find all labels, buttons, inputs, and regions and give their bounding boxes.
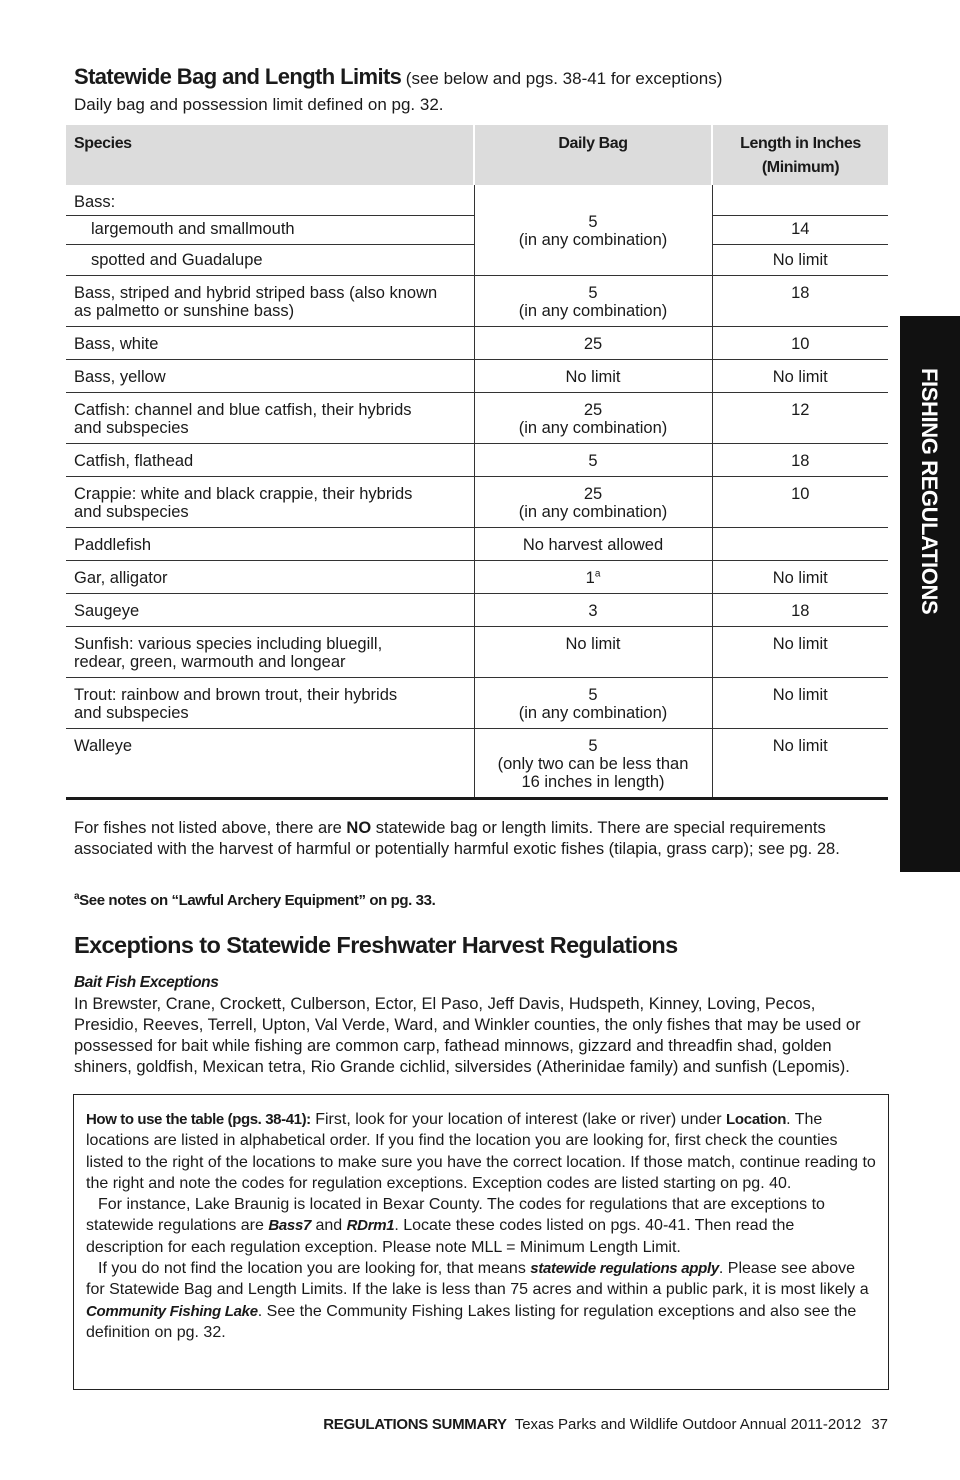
howto-lead: How to use the table (pgs. 38-41): — [86, 1111, 311, 1128]
col-header-daily-bag: Daily Bag — [474, 125, 712, 185]
table-row — [66, 627, 888, 678]
exceptions-title: Exceptions to Statewide Freshwater Harvest Regulations — [74, 932, 678, 958]
section-title-note: (see below and pgs. 38-41 for exceptions) — [405, 69, 723, 88]
page-number: 37 — [871, 1416, 888, 1433]
daily-bag-line — [475, 503, 712, 521]
daily-bag-cell — [474, 729, 712, 799]
section-side-tab — [900, 316, 960, 872]
table-row — [66, 594, 888, 627]
species-cell — [66, 444, 474, 477]
daily-bag-line — [475, 302, 712, 320]
species-line: Bass, yellow — [74, 368, 166, 386]
daily-bag-line: 5 — [588, 213, 598, 231]
species-line: Crappie: white and black crappie, their hybrids — [74, 485, 413, 503]
species-cell — [66, 393, 474, 444]
howto-text: . Locate these codes listed on pgs. 40-41. Then read the description for each regulation exception. Please note MLL = Minimum Length Limit. — [86, 1217, 795, 1256]
daily-bag-cell — [474, 360, 712, 393]
daily-bag-cell — [474, 327, 712, 360]
species-cell — [66, 477, 474, 528]
species-cell — [66, 528, 474, 561]
howto-emphasis: statewide regulations apply — [530, 1260, 719, 1278]
footnote-marker: a — [74, 891, 80, 902]
howto-text: and — [311, 1217, 347, 1235]
note-emphasis: NO — [346, 819, 372, 837]
side-tab-label: FISHING REGULATIONS — [917, 368, 942, 615]
section-subline: Daily bag and possession limit defined on pg. 32. — [74, 95, 444, 114]
length-cell — [712, 193, 888, 216]
length-cell: 10 — [712, 477, 888, 528]
length-cell: No limit — [712, 627, 888, 678]
footnote-marker: a — [594, 568, 601, 580]
daily-bag-line — [475, 602, 712, 620]
daily-bag-cell — [474, 393, 712, 444]
daily-bag-cell — [474, 477, 712, 528]
table-row — [66, 444, 888, 477]
species-cell — [66, 627, 474, 678]
daily-bag-text: 16 inches in length) — [521, 773, 665, 791]
howto-emphasis: Community Fishing Lake — [86, 1302, 258, 1320]
daily-bag-line — [475, 536, 712, 554]
howto-code: Bass7 — [268, 1217, 312, 1235]
length-cell: 18 — [712, 276, 888, 327]
table-row — [66, 393, 888, 444]
footer-section: REGULATIONS SUMMARY — [323, 1416, 507, 1433]
species-line: Bass, white — [74, 335, 159, 353]
species-line: Sunfish: various species including bluegill, — [74, 635, 383, 653]
species-line: and subspecies — [74, 704, 189, 722]
daily-bag-line — [475, 686, 712, 704]
daily-bag-text: 5 — [588, 452, 598, 470]
species-line: and subspecies — [74, 419, 189, 437]
daily-bag-text: 25 — [583, 401, 603, 419]
bait-fish-subhead: Bait Fish Exceptions — [74, 974, 219, 991]
length-cell: No limit — [712, 245, 888, 276]
species-cell — [66, 561, 474, 594]
col-header-length — [712, 125, 888, 185]
length-cell — [712, 528, 888, 561]
daily-bag-line — [475, 419, 712, 437]
footer-publication: Texas Parks and Wildlife Outdoor Annual 2011-2012 — [514, 1416, 862, 1433]
daily-bag-text: 3 — [588, 602, 598, 620]
daily-bag-cell — [474, 528, 712, 561]
howto-text: . The locations are listed in alphabetical order. If you find the location you are looking for, first check the counties listed to the right of the locations to make sure you have the correct location. If those match, continue reading to the right and note the codes for regulation exceptions. Exception codes are listed starting on pg. 40. — [86, 1111, 876, 1192]
daily-bag-cell — [474, 594, 712, 627]
section-title-text: Statewide Bag and Length Limits — [74, 64, 402, 89]
species-cell — [66, 360, 474, 393]
howto-paragraph-3 — [86, 1258, 876, 1343]
howto-text: If you do not find the location you are looking for, that means — [98, 1260, 531, 1278]
daily-bag-line — [475, 284, 712, 302]
species-cell — [66, 276, 474, 327]
species-line: Trout: rainbow and brown trout, their hybrids — [74, 686, 398, 704]
howto-paragraph-2 — [86, 1194, 876, 1258]
length-cell: 18 — [712, 594, 888, 627]
species-line: and subspecies — [74, 503, 189, 521]
daily-bag-line — [475, 452, 712, 470]
daily-bag-line — [475, 401, 712, 419]
daily-bag-line: (in any combination) — [518, 231, 668, 249]
table-row-bass-group — [66, 193, 888, 216]
daily-bag-cell — [474, 678, 712, 729]
table-row — [66, 477, 888, 528]
table-row — [66, 276, 888, 327]
daily-bag-line — [475, 704, 712, 722]
daily-bag-text: 25 — [583, 335, 603, 353]
footnote-text: See notes on “Lawful Archery Equipment” on pg. 33. — [79, 892, 436, 909]
daily-bag-text: (in any combination) — [518, 419, 668, 437]
species-cell: largemouth and smallmouth — [66, 216, 474, 245]
daily-bag-line — [475, 773, 712, 791]
length-cell: No limit — [712, 678, 888, 729]
length-cell: No limit — [712, 360, 888, 393]
length-cell: No limit — [712, 561, 888, 594]
daily-bag-cell — [474, 276, 712, 327]
daily-bag-line — [475, 569, 712, 587]
daily-bag-line — [475, 335, 712, 353]
daily-bag-text: 5 — [588, 686, 598, 704]
daily-bag-text: No harvest allowed — [522, 536, 664, 554]
table-header-row — [66, 125, 888, 185]
species-cell — [66, 678, 474, 729]
col-header-length-line2: (Minimum) — [761, 159, 840, 176]
col-header-length-line1: Length in Inches — [740, 135, 861, 152]
howto-emphasis: Location — [726, 1111, 787, 1128]
daily-bag-line — [475, 737, 712, 755]
howto-text: For instance, Lake Braunig is located in Bexar County. The codes for regulations that are exceptions to statewide regulations are — [86, 1196, 825, 1235]
length-cell: No limit — [712, 729, 888, 799]
species-line: redear, green, warmouth and longear — [74, 653, 346, 671]
species-line: Paddlefish — [74, 536, 152, 554]
daily-bag-text: 5 — [588, 737, 598, 755]
col-header-species: Species — [66, 125, 474, 185]
species-line: Bass, striped and hybrid striped bass (also known — [74, 284, 438, 302]
species-line: Gar, alligator — [74, 569, 168, 587]
species-line: Saugeye — [74, 602, 140, 620]
daily-bag-text: (in any combination) — [518, 302, 668, 320]
howto-text: First, look for your location of interest (lake or river) under — [310, 1111, 727, 1128]
table-row — [66, 729, 888, 799]
table-row — [66, 561, 888, 594]
daily-bag-cell — [474, 627, 712, 678]
note-text: For fishes not listed above, there are — [74, 819, 347, 837]
daily-bag-line — [475, 635, 712, 653]
howto-text: . See the Community Fishing Lakes listing for regulation exceptions and also see the definition on pg. 32. — [86, 1302, 857, 1341]
page-footer — [323, 1416, 888, 1433]
note-text: statewide bag or length limits. There are special requirements associated with the harvest of harmful or potentially harmful exotic fishes (tilapia, grass carp); see pg. 28. — [74, 819, 840, 858]
howto-paragraph-1 — [86, 1109, 876, 1194]
how-to-use-box — [73, 1094, 889, 1390]
daily-bag-cell — [474, 561, 712, 594]
table-row — [66, 528, 888, 561]
species-line: Walleye — [74, 737, 133, 755]
length-cell: 12 — [712, 393, 888, 444]
unlisted-fish-note — [74, 818, 874, 860]
daily-bag-text: No limit — [565, 635, 621, 653]
daily-bag-line — [475, 485, 712, 503]
daily-bag-text: 1 — [585, 569, 595, 587]
daily-bag-text: (only two can be less than — [497, 755, 689, 773]
daily-bag-text: 5 — [588, 284, 598, 302]
daily-bag-cell — [474, 193, 712, 276]
length-cell: 18 — [712, 444, 888, 477]
table-row — [66, 678, 888, 729]
species-cell: Bass: — [66, 193, 474, 216]
length-cell: 14 — [712, 216, 888, 245]
daily-bag-cell — [474, 444, 712, 477]
bag-length-table — [66, 125, 888, 800]
section-title — [74, 64, 894, 90]
table-row — [66, 327, 888, 360]
howto-text: . Please see above for Statewide Bag and Length Limits. If the lake is less than 75 acres and within a public park, it is most likely a — [86, 1260, 869, 1299]
bait-fish-body: In Brewster, Crane, Crockett, Culberson, Ector, El Paso, Jeff Davis, Hudspeth, Kinney, Loving, Pecos, Presidio, Reeves, Terrell, Upton, Val Verde, Ward, and Winkler counties, the only fishes that may be used or possessed for bait while fishing are common carp, fathead minnows, gizzard and threadfin shad, golden shiners, goldfish, Mexican tetra, Rio Grande cichlid, silversides (Atherinidae family) and sunfish (Lepomis). — [74, 995, 861, 1076]
species-line: as palmetto or sunshine bass) — [74, 302, 295, 320]
daily-bag-line — [475, 368, 712, 386]
species-cell — [66, 729, 474, 799]
species-cell — [66, 594, 474, 627]
length-cell: 10 — [712, 327, 888, 360]
table-row — [66, 360, 888, 393]
daily-bag-text: 25 — [583, 485, 603, 503]
species-cell: spotted and Guadalupe — [66, 245, 474, 276]
footnote-a — [74, 892, 435, 909]
daily-bag-text: No limit — [565, 368, 621, 386]
daily-bag-text: (in any combination) — [518, 503, 668, 521]
daily-bag-line — [475, 755, 712, 773]
howto-code: RDrm1 — [346, 1217, 395, 1235]
daily-bag-text: (in any combination) — [518, 704, 668, 722]
species-cell — [66, 327, 474, 360]
species-line: Catfish: channel and blue catfish, their hybrids — [74, 401, 412, 419]
species-line: Catfish, flathead — [74, 452, 194, 470]
